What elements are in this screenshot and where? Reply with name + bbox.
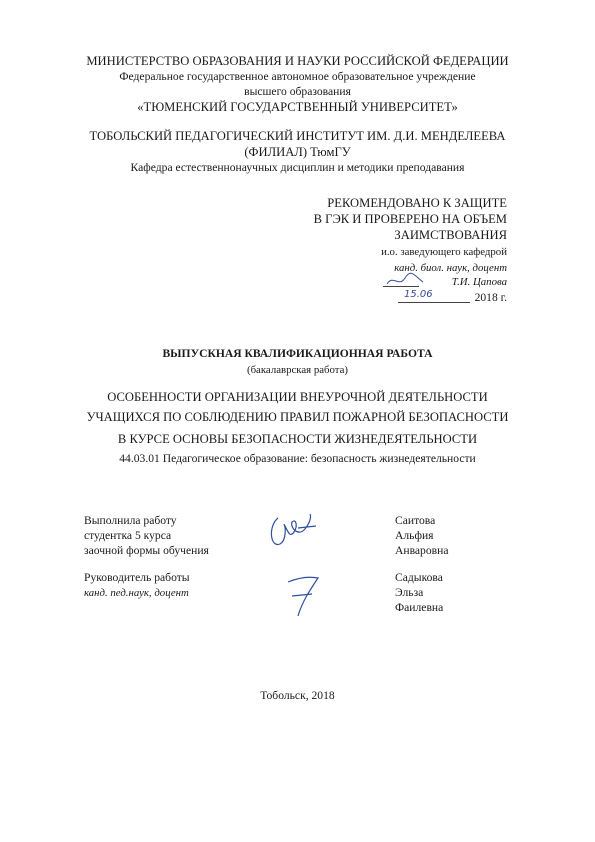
- supervisor-name-last: Садыкова: [395, 571, 443, 584]
- author-signature-icon: [264, 508, 324, 556]
- author-name-first: Альфия: [395, 529, 434, 542]
- approval-position: и.о. заведующего кафедрой: [381, 246, 507, 258]
- specialty-code: 44.03.01 Педагогическое образование: безопасность жизнедеятельности: [119, 452, 476, 465]
- approval-date-handwritten: 15.06: [404, 289, 433, 300]
- institute-name-line-1: ТОБОЛЬСКИЙ ПЕДАГОГИЧЕСКИЙ ИНСТИТУТ ИМ. Д.И. МЕНДЕЛЕЕВА: [89, 129, 506, 143]
- author-name-patronymic: Анваровна: [395, 544, 449, 557]
- institute-name-line-2: (ФИЛИАЛ) ТюмГУ: [244, 145, 351, 159]
- topic-line-1: ОСОБЕННОСТИ ОРГАНИЗАЦИИ ВНЕУРОЧНОЙ ДЕЯТЕЛЬНОСТИ: [107, 390, 488, 404]
- approval-name: Т.И. Цапова: [451, 276, 507, 288]
- author-role-line-1: Выполнила работу: [84, 514, 177, 527]
- author-role-line-2: студентка 5 курса: [84, 529, 172, 542]
- topic-line-3: В КУРСЕ ОСНОВЫ БЕЗОПАСНОСТИ ЖИЗНЕДЕЯТЕЛЬНОСТИ: [117, 432, 478, 446]
- supervisor-role-line-1: Руководитель работы: [84, 571, 190, 584]
- work-type-title: ВЫПУСКНАЯ КВАЛИФИКАЦИОННАЯ РАБОТА: [162, 347, 433, 360]
- city-year: Тобольск, 2018: [260, 689, 335, 702]
- institution-type-line-2: высшего образования: [244, 85, 351, 98]
- author-role-line-3: заочной формы обучения: [84, 544, 209, 557]
- approval-line-2: В ГЭК И ПРОВЕРЕНО НА ОБЪЕМ: [313, 212, 507, 226]
- topic-line-2: УЧАЩИХСЯ ПО СОБЛЮДЕНИЮ ПРАВИЛ ПОЖАРНОЙ БЕЗОПАСНОСТИ: [86, 410, 509, 424]
- supervisor-signature-icon: [284, 572, 324, 620]
- approval-line-3: ЗАИМСТВОВАНИЯ: [394, 228, 507, 242]
- author-name-last: Саитова: [395, 514, 436, 527]
- approval-signature-icon: [385, 270, 425, 290]
- university-name: «ТЮМЕНСКИЙ ГОСУДАРСТВЕННЫЙ УНИВЕРСИТЕТ»: [137, 100, 458, 114]
- department-name: Кафедра естественнонаучных дисциплин и методики преподавания: [130, 161, 465, 174]
- ministry-heading: МИНИСТЕРСТВО ОБРАЗОВАНИЯ И НАУКИ РОССИЙСКОЙ ФЕДЕРАЦИИ: [86, 54, 509, 68]
- approval-line-1: РЕКОМЕНДОВАНО К ЗАЩИТЕ: [327, 196, 507, 210]
- approval-year: 2018 г.: [474, 291, 507, 304]
- supervisor-degree: канд. пед.наук, доцент: [84, 587, 189, 599]
- supervisor-name-first: Эльза: [395, 586, 424, 599]
- supervisor-name-patronymic: Фаилевна: [395, 601, 444, 614]
- date-line: [398, 302, 470, 303]
- approval-degree: канд. биол. наук, доцент: [394, 262, 507, 274]
- institution-type-line-1: Федеральное государственное автономное образовательное учреждение: [119, 70, 476, 83]
- work-subtype: (бакалаврская работа): [246, 364, 349, 376]
